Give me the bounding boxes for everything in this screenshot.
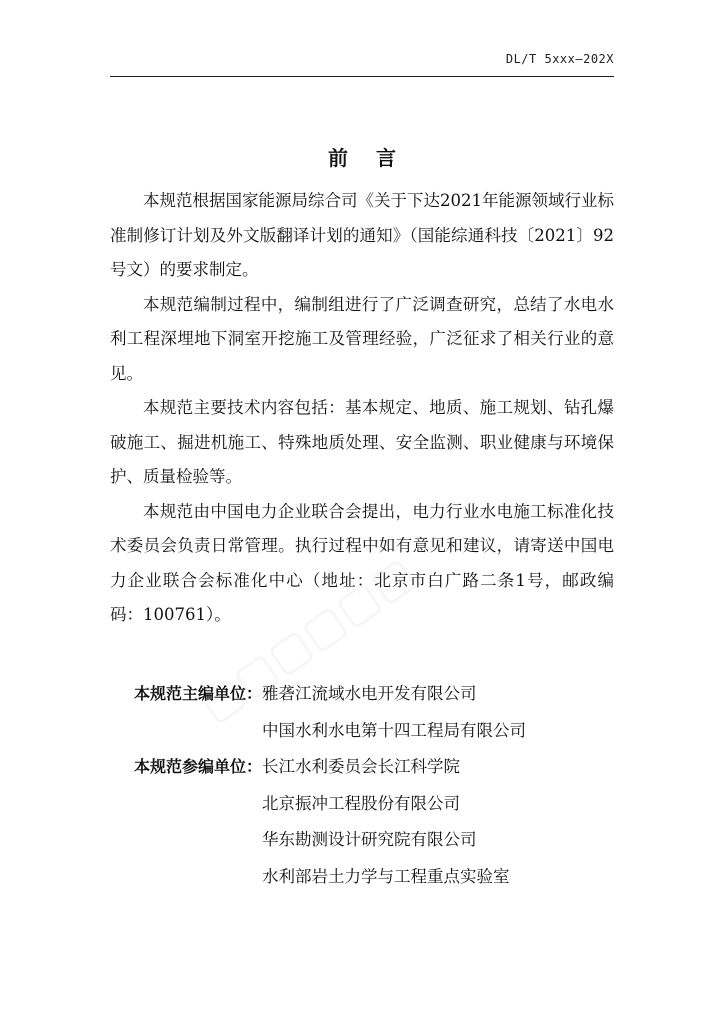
document-code: DL/T 5xxx—202X (505, 52, 614, 66)
participating-unit: 华东勘测设计研究院有限公司 (262, 830, 477, 849)
participating-unit: 水利部岩土力学与工程重点实验室 (262, 866, 510, 886)
chief-unit: 雅砻江流域水电开发有限公司 (262, 684, 477, 703)
participating-unit: 长江水利委员会长江科学院 (262, 757, 460, 776)
header-divider (110, 76, 614, 77)
participating-unit-row (110, 822, 614, 859)
page-title: 前言 (328, 146, 424, 170)
paragraph: 本规范根据国家能源局综合司《关于下达2021年能源领域行业标准制修订计划及外文版翻译计划的通知》（国能综通科技〔2021〕92号文）的要求制定。 (110, 191, 614, 279)
chief-unit-row (110, 713, 614, 750)
chief-unit: 中国水利水电第十四工程局有限公司 (262, 720, 526, 740)
paragraph: 本规范主要技术内容包括：基本规定、地质、施工规划、钻孔爆破施工、掘进机施工、特殊地质处理、安全监测、职业健康与环境保护、质量检验等。 (110, 398, 614, 486)
paragraph: 本规范编制过程中，编制组进行了广泛调查研究，总结了水电水利工程深埋地下洞室开挖施工及管理经验，广泛征求了相关行业的意见。 (110, 294, 614, 383)
chief-unit-row (110, 676, 614, 713)
chief-units-label: 本规范主编单位： (133, 684, 262, 703)
paragraph: 本规范由中国电力企业联合会提出，电力行业水电施工标准化技术委员会负责日常管理。执行过程中如有意见和建议，请寄送中国电力企业联合会标准化中心（地址：北京市白广路二条1号，邮政编码：100761）。 (110, 501, 614, 624)
drafting-units (110, 676, 614, 895)
participating-unit-row (110, 859, 614, 896)
participating-unit-row (110, 749, 614, 786)
foreword-body (110, 184, 614, 633)
participating-units-label: 本规范参编单位： (133, 757, 262, 776)
participating-unit: 北京振冲工程股份有限公司 (262, 793, 460, 813)
participating-unit-row (110, 786, 614, 823)
